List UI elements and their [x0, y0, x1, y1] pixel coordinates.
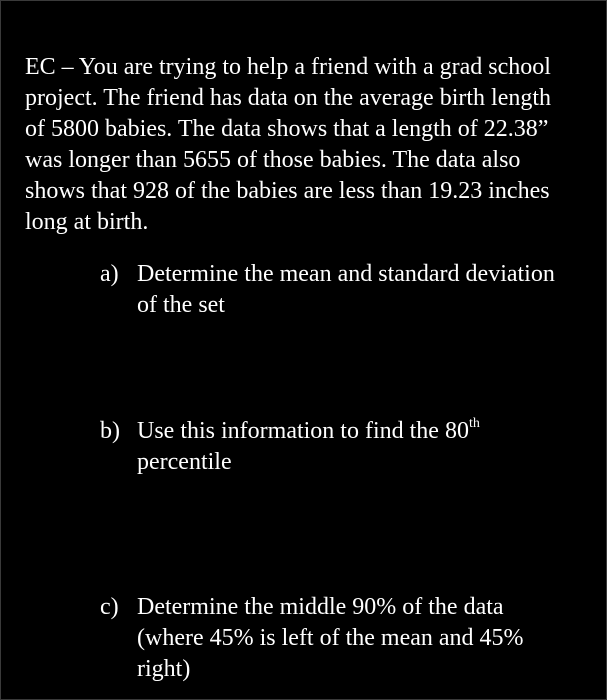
question-text	[137, 592, 597, 685]
problem-line: shows that 928 of the babies are less than 19.23 inches	[25, 178, 550, 204]
problem-line: long at birth.	[25, 209, 149, 235]
question-label: c)	[100, 594, 119, 620]
problem-line: of 5800 babies. The data shows that a length of 22.38”	[25, 116, 549, 142]
question-line	[137, 416, 597, 447]
question-line: percentile	[137, 449, 232, 475]
question-line: of the set	[137, 292, 225, 318]
question-text	[137, 416, 597, 478]
problem-line: EC – You are trying to help a friend with a grad school	[25, 54, 551, 80]
question-line: (where 45% is left of the mean and 45%	[137, 625, 524, 651]
question-line: right)	[137, 656, 191, 682]
question-line-text: Use this information to find the 80	[137, 418, 469, 444]
problem-line: was longer than 5655 of those babies. The data also	[25, 147, 521, 173]
question-line: Determine the middle 90% of the data	[137, 594, 504, 620]
question-label: a)	[100, 261, 119, 287]
question-line: Determine the mean and standard deviation	[137, 261, 555, 287]
ordinal-superscript: th	[468, 416, 480, 431]
problem-statement	[25, 52, 600, 238]
problem-line: project. The friend has data on the average birth length	[25, 85, 552, 111]
question-text	[137, 259, 597, 321]
question-label: b)	[100, 418, 120, 444]
